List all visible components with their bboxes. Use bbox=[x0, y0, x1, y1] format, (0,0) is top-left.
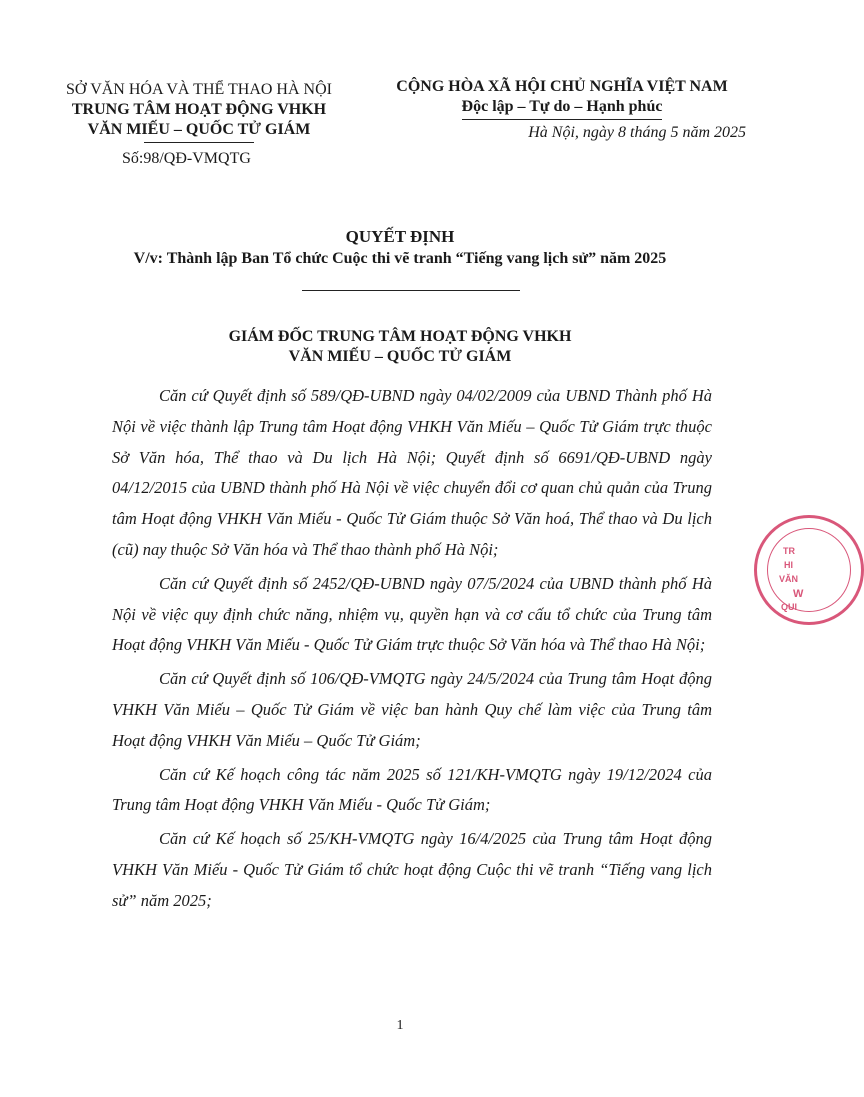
stamp-inner-ring bbox=[767, 528, 851, 612]
paragraph: Căn cứ Quyết định số 2452/QĐ-UBND ngày 07/5/2024 của UBND thành phố Hà Nội về việc quy định chức năng, nhiệm vụ, quyền hạn và cơ cấu tổ chức của Trung tâm Hoạt động VHKH Văn Miếu - Quốc Tử Giám trực thuộc Sở Văn hóa và Thể thao Hà Nội; bbox=[112, 573, 712, 655]
document-title: QUYẾT ĐỊNH bbox=[345, 227, 455, 246]
header-right bbox=[378, 77, 746, 120]
issuer-line2: VĂN MIẾU – QUỐC TỬ GIÁM bbox=[288, 348, 512, 365]
department-name: SỞ VĂN HÓA VÀ THỂ THAO HÀ NỘI bbox=[66, 81, 332, 98]
document-number: Số:98/QĐ-VMQTG bbox=[122, 150, 251, 167]
document-body bbox=[112, 381, 712, 920]
official-stamp bbox=[754, 515, 864, 625]
stamp-text: VĂN bbox=[779, 574, 799, 584]
issuer-line1: GIÁM ĐỐC TRUNG TÂM HOẠT ĐỘNG VHKH bbox=[228, 328, 572, 345]
center-name-line2: VĂN MIẾU – QUỐC TỬ GIÁM bbox=[87, 121, 311, 138]
header-left bbox=[40, 80, 358, 169]
header-right-underline bbox=[462, 119, 662, 120]
national-motto: Độc lập – Tự do – Hạnh phúc bbox=[461, 98, 663, 115]
stamp-text: QUI bbox=[781, 602, 798, 612]
paragraph: Căn cứ Kế hoạch công tác năm 2025 số 121/KH-VMQTG ngày 19/12/2024 của Trung tâm Hoạt động VHKH Văn Miếu - Quốc Tử Giám; bbox=[112, 764, 712, 815]
center-name-line1: TRUNG TÂM HOẠT ĐỘNG VHKH bbox=[71, 101, 327, 118]
document-subtitle: V/v: Thành lập Ban Tổ chức Cuộc thi vẽ tranh “Tiếng vang lịch sử” năm 2025 bbox=[133, 250, 667, 267]
national-title: CỘNG HÒA XÃ HỘI CHỦ NGHĨA VIỆT NAM bbox=[396, 78, 728, 95]
paragraph: Căn cứ Quyết định số 106/QĐ-VMQTG ngày 24/5/2024 của Trung tâm Hoạt động VHKH Văn Miếu – Quốc Tử Giám về việc ban hành Quy chế làm việc của Trung tâm Hoạt động VHKH Văn Miếu – Quốc Tử Giám; bbox=[112, 669, 712, 750]
stamp-text: TR bbox=[783, 546, 795, 556]
document-date: Hà Nội, ngày 8 tháng 5 năm 2025 bbox=[528, 124, 746, 141]
header-left-underline bbox=[144, 142, 254, 143]
title-divider bbox=[302, 290, 520, 291]
stamp-text: W bbox=[793, 588, 804, 600]
paragraph: Căn cứ Quyết định số 589/QĐ-UBND ngày 04/02/2009 của UBND Thành phố Hà Nội về việc thành lập Trung tâm Hoạt động VHKH Văn Miếu – Quốc Tử Giám trực thuộc Sở Văn hóa, Thể thao và Du lịch Hà Nội; Quyết định số 6691/QĐ-UBND ngày 04/12/2015 của UBND thành phố Hà Nội về việc chuyển đổi cơ quan chủ quản của Trung tâm Hoạt động VHKH Văn Miếu - Quốc Tử Giám thuộc Sở Văn hoá, Thể thao và Du lịch (cũ) nay thuộc Sở Văn hóa và Thể thao thành phố Hà Nội; bbox=[112, 386, 712, 559]
page-number: 1 bbox=[396, 1018, 404, 1033]
stamp-text: HI bbox=[784, 560, 793, 570]
paragraph: Căn cứ Kế hoạch số 25/KH-VMQTG ngày 16/4/2025 của Trung tâm Hoạt động VHKH Văn Miếu - Quốc Tử Giám tổ chức hoạt động Cuộc thi vẽ tranh “Tiếng vang lịch sử” năm 2025; bbox=[112, 829, 712, 910]
